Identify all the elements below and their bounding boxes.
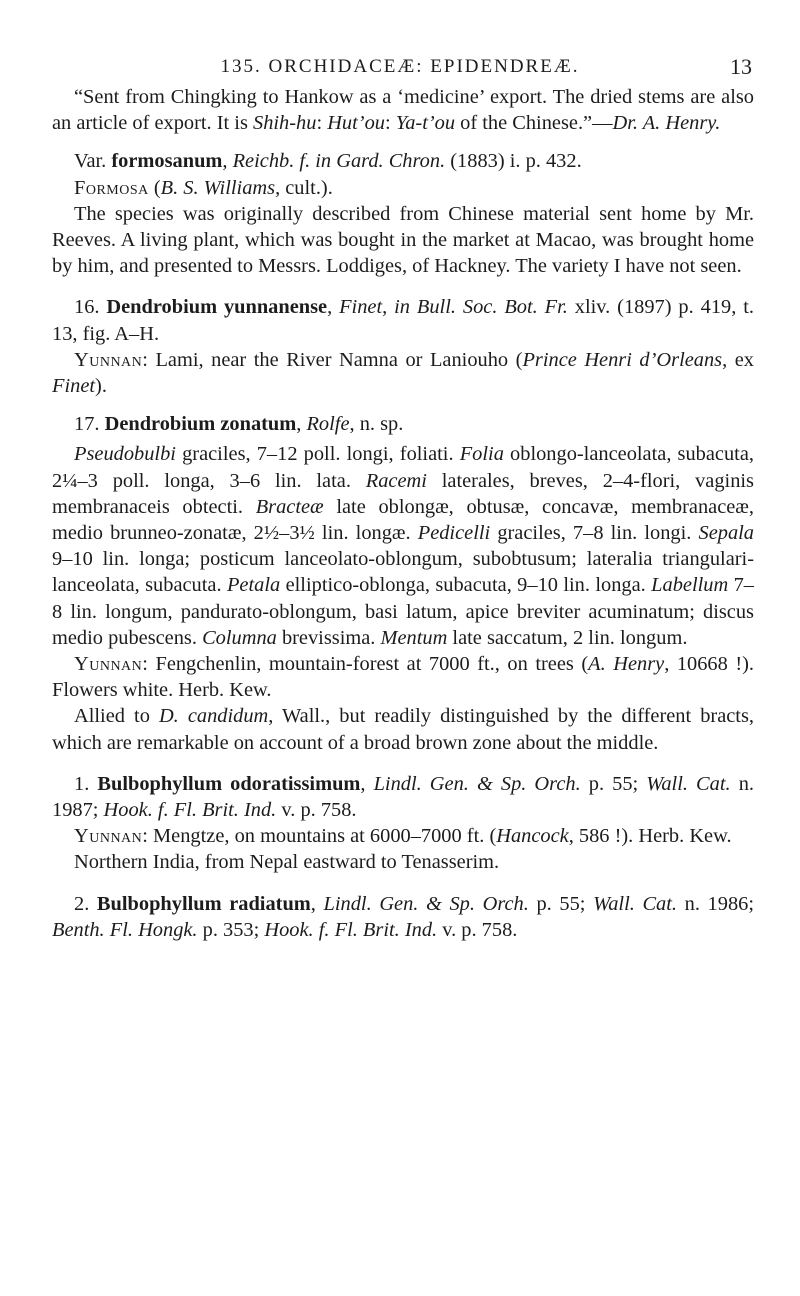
henry-quote-paragraph <box>52 84 754 136</box>
description-text: graciles, 7–12 poll. longi, foliati. <box>175 443 460 466</box>
separator: , <box>382 296 395 319</box>
species-name: Dendrobium yunnanense <box>106 296 328 319</box>
organ-term: Sepala <box>698 522 754 545</box>
chinese-name: Shih-hu <box>253 112 317 135</box>
page-number: 13 <box>730 54 752 79</box>
collector-name: A. Henry <box>588 653 665 676</box>
locality-text: , 10668 !). Flowers white. Herb. Kew. <box>52 653 754 702</box>
note-text: The species was originally described from Chinese material sent home by Mr. Reeves. A living plant, which was bought in the market at Macao, was brought home by him, and presented to Messrs. Loddiges, of Hackney. The variety I have not seen. <box>52 202 754 278</box>
locality-text: ). <box>95 375 107 398</box>
citation: Hook. f. Fl. Brit. Ind. <box>264 918 438 941</box>
species-heading-16 <box>52 294 754 346</box>
citation: Lindl. Gen. & Sp. Orch. <box>373 772 581 795</box>
description-text: elliptico-oblonga, subacuta, 9–10 lin. longa. <box>280 574 652 597</box>
distribution-note <box>52 849 754 875</box>
quote-text: “Sent from Chingking to Hankow as a ‘medicine’ export. The dried stems are also an article of export. It is <box>52 86 754 135</box>
locality-paragraph <box>52 823 754 849</box>
citation-detail: xliv. (1897) p. 419, t. 13, fig. A–H. <box>52 296 754 345</box>
running-title: 135. ORCHIDACEÆ: EPIDENDREÆ. <box>220 56 580 77</box>
description-text: late oblongæ, obtusæ, concavæ, membranaceæ, medio brunneo-zonatæ, 2½–3½ lin. longæ. <box>52 495 754 545</box>
separator: , <box>360 772 374 795</box>
author-name: Rolfe <box>306 413 350 436</box>
affinity-note <box>52 703 754 755</box>
citation-detail: n. 1987; <box>52 772 754 822</box>
species-reference: D. candidum <box>158 705 269 728</box>
organ-term: Petala <box>226 574 281 597</box>
author-name: Finet <box>339 296 383 319</box>
description-text: oblongo-lanceolata, subacuta, 2¼–3 poll. longa, 3–6 lin. lata. <box>52 443 754 492</box>
organ-term: Columna <box>202 626 277 649</box>
citation: Wall. Cat. <box>646 772 731 795</box>
quote-text: : <box>316 112 328 135</box>
separator: , <box>310 892 324 915</box>
citation-detail: (1883) i. p. 432. <box>445 150 582 173</box>
region-name: Yunnan <box>74 825 143 848</box>
locality-text: , ex <box>722 348 754 371</box>
locality-text: : Fengchenlin, mountain-forest at 7000 ft., on trees ( <box>142 653 589 676</box>
species-heading-17 <box>52 411 754 437</box>
citation: Wall. Cat. <box>593 892 678 915</box>
author-name: Finet <box>52 375 96 398</box>
description-text: 9–10 lin. longa; posticum lanceolato-oblongum, subobtusum; lateralia triangulari-lanceolata, subacuta. <box>52 548 754 597</box>
region-name: Formosa <box>74 176 149 199</box>
quote-text: of the Chinese.”— <box>455 112 613 135</box>
species-number: 1. <box>74 772 98 795</box>
citation-detail: p. 55; <box>528 892 594 915</box>
organ-term: Bracteæ <box>255 495 324 518</box>
species-name: Bulbophyllum odoratissimum <box>97 772 361 795</box>
quote-text: : <box>384 112 396 135</box>
species-name: Dendrobium zonatum <box>104 413 297 436</box>
species-number: 16. <box>74 296 107 319</box>
citation-detail: p. 353; <box>197 918 265 941</box>
locality-paragraph <box>52 651 754 703</box>
note-text: Allied to <box>74 705 159 728</box>
species-heading-bulbophyllum-1 <box>52 771 754 823</box>
chinese-name: Ya-t’ou <box>395 112 456 135</box>
species-heading-bulbophyllum-2 <box>52 891 754 943</box>
species-number: 17. <box>74 413 105 436</box>
citation-detail: v. p. 758. <box>276 799 357 822</box>
locality-text: , 586 !). Herb. Kew. <box>568 825 732 848</box>
locality-text: , cult.). <box>275 176 333 199</box>
citation: Lindl. Gen. & Sp. Orch. <box>323 892 529 915</box>
citation-detail: n. 1986; <box>677 892 755 915</box>
organ-term: Labellum <box>651 574 729 597</box>
note-text: Northern India, from Nepal eastward to Tenasserim. <box>74 851 500 874</box>
latin-description <box>52 441 754 651</box>
description-text: 7–8 lin. longum, pandurato-oblongum, basi latum, apice breviter acuminatum; discus medio pubescens. <box>52 574 754 649</box>
page-body <box>52 84 754 943</box>
citation-detail: p. 55; <box>580 772 647 795</box>
organ-term: Pseudobulbi <box>74 443 176 466</box>
separator: , <box>327 296 340 319</box>
locality-text: ( <box>148 176 161 199</box>
collector-name: Prince Henri d’Orleans <box>522 348 723 371</box>
locality-text: : Mengtze, on mountains at 6000–7000 ft. ( <box>142 825 497 848</box>
species-name: Bulbophyllum radiatum <box>96 892 311 915</box>
organ-term: Mentum <box>380 626 448 649</box>
organ-term: Pedicelli <box>417 522 491 545</box>
description-text: laterales, breves, 2–4-flori, vaginis membranaceis obtecti. <box>52 469 754 518</box>
locality-text: : Lami, near the River Namna or Laniouho ( <box>142 348 523 371</box>
citation: Reichb. f. in Gard. Chron. <box>232 150 446 173</box>
locality-paragraph <box>52 347 754 399</box>
region-name: Yunnan <box>74 653 143 676</box>
description-text: brevissima. <box>276 626 381 649</box>
citation-detail: v. p. 758. <box>437 918 518 941</box>
citation: Benth. Fl. Hongk. <box>52 918 198 941</box>
separator: , <box>296 413 307 436</box>
locality-paragraph <box>52 175 754 201</box>
species-number: 2. <box>74 892 97 915</box>
chinese-name: Hut’ou <box>327 112 385 135</box>
citation: Hook. f. Fl. Brit. Ind. <box>103 799 277 822</box>
citation: in Bull. Soc. Bot. Fr. <box>394 296 568 319</box>
note-paragraph <box>52 201 754 280</box>
variety-prefix: Var. <box>74 150 112 173</box>
organ-term: Folia <box>459 443 504 466</box>
variety-name: formosanum <box>111 150 223 173</box>
region-name: Yunnan <box>74 348 143 371</box>
variety-heading <box>52 148 754 174</box>
description-text: late saccatum, 2 lin. longum. <box>447 626 688 649</box>
species-status: , n. sp. <box>349 413 404 436</box>
note-text: , Wall., but readily distinguished by the different bracts, which are remarkable on account of a broad brown zone about the middle. <box>52 705 754 754</box>
description-text: graciles, 7–8 lin. longi. <box>490 522 699 545</box>
collector-name: B. S. Williams <box>160 176 276 199</box>
separator: , <box>222 150 233 173</box>
quote-author: Dr. A. Henry. <box>612 112 721 135</box>
collector-name: Hancock <box>496 825 569 848</box>
organ-term: Racemi <box>365 469 427 492</box>
